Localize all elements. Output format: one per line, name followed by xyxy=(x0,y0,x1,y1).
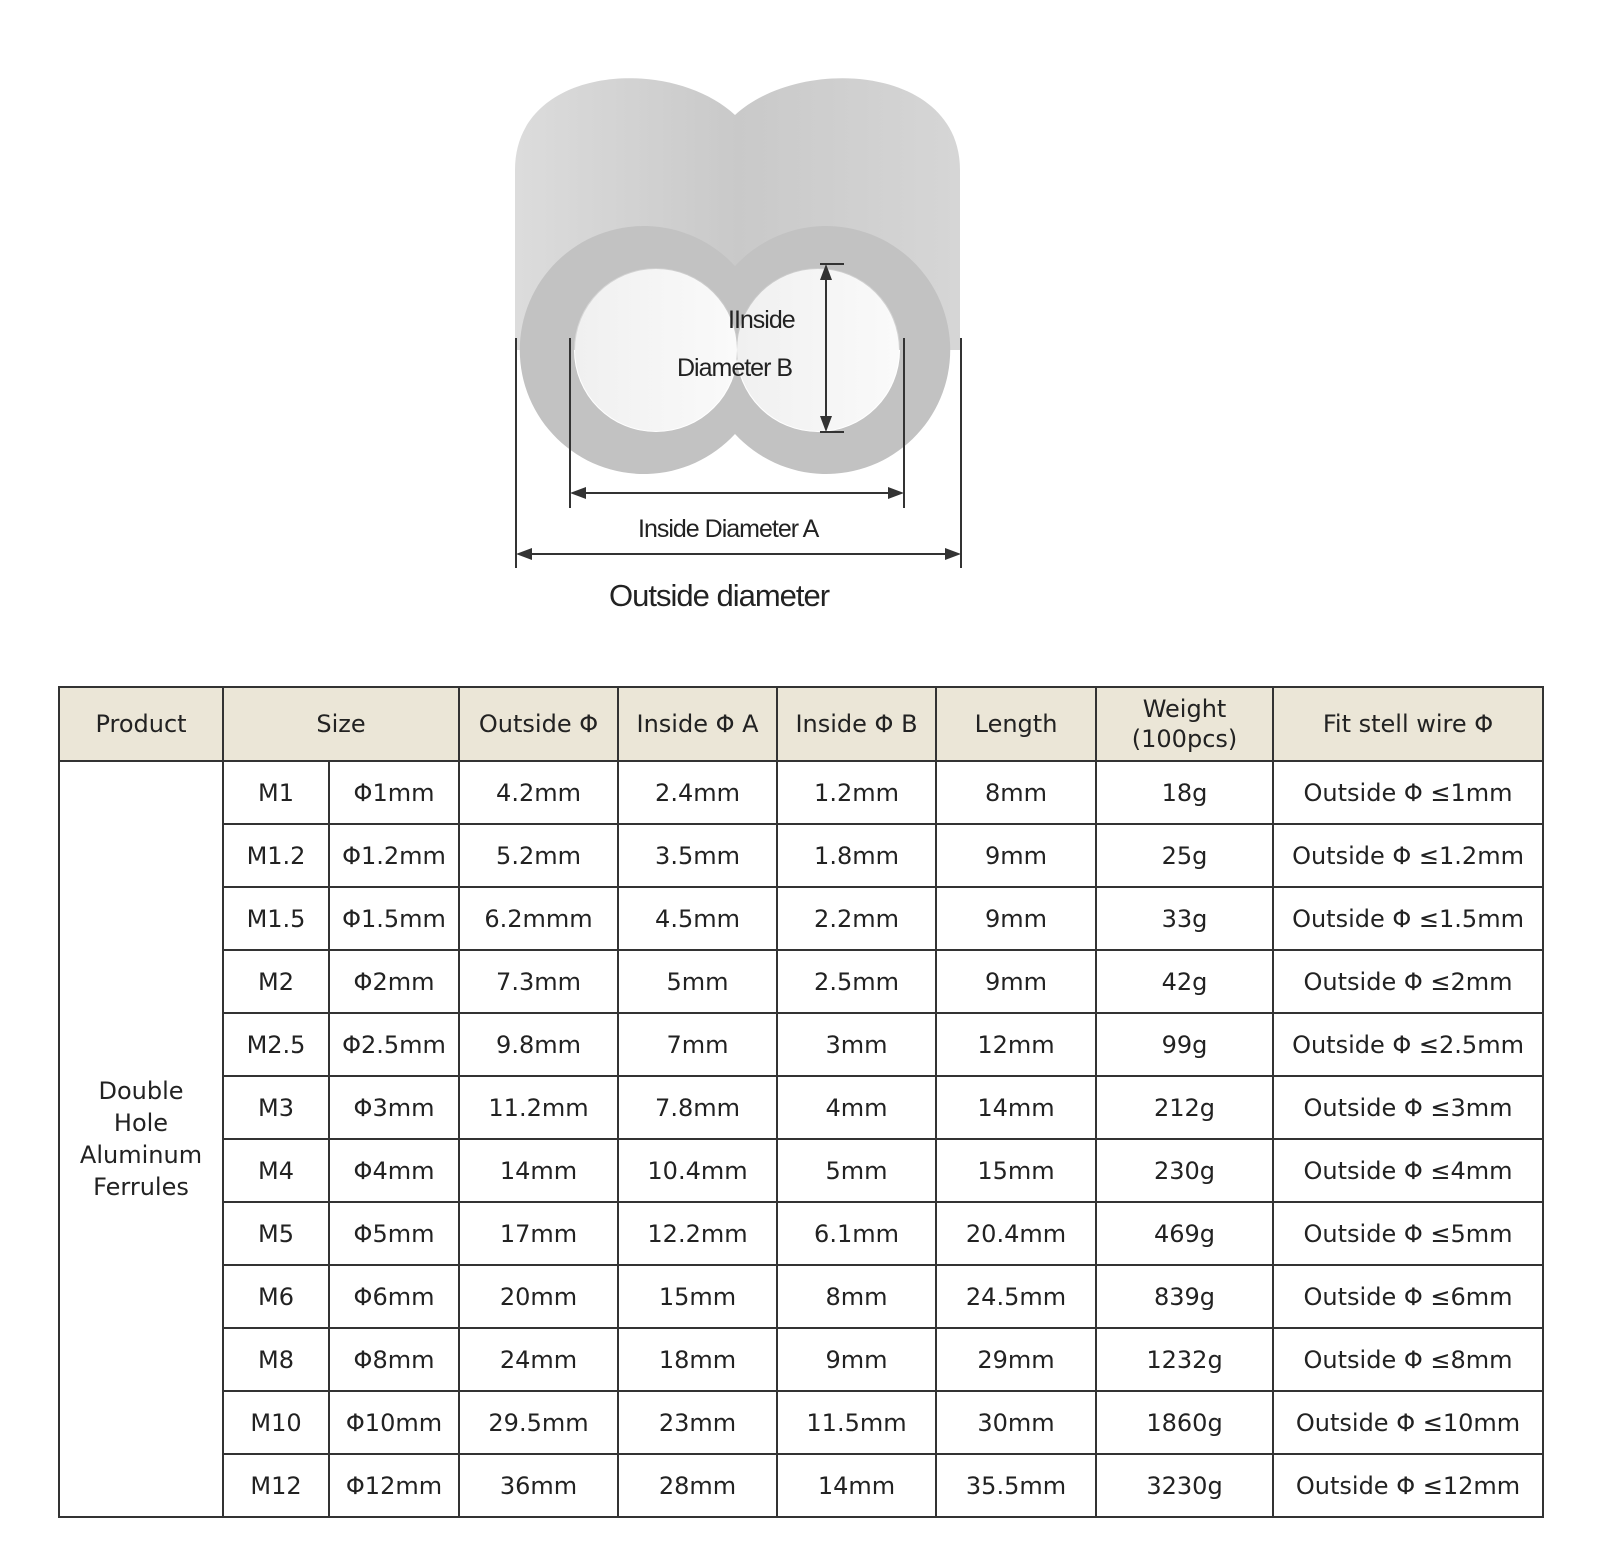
cell-model: M8 xyxy=(223,1328,329,1391)
cell-wire-size: Φ2mm xyxy=(329,950,459,1013)
cell-wire-size: Φ1mm xyxy=(329,761,459,824)
cell-weight: 3230g xyxy=(1096,1454,1273,1517)
cell-weight: 230g xyxy=(1096,1139,1273,1202)
cell-fit: Outside Φ ≤2.5mm xyxy=(1273,1013,1543,1076)
cell-model: M5 xyxy=(223,1202,329,1265)
header-inside-a: Inside Φ A xyxy=(618,687,777,761)
right-hole xyxy=(737,269,899,431)
cell-inside-b: 1.2mm xyxy=(777,761,936,824)
cell-fit: Outside Φ ≤1.5mm xyxy=(1273,887,1543,950)
cell-outside: 29.5mm xyxy=(459,1391,618,1454)
cell-weight: 18g xyxy=(1096,761,1273,824)
table-row xyxy=(59,1265,1543,1328)
product-name-cell xyxy=(59,761,223,1517)
cell-wire-size: Φ10mm xyxy=(329,1391,459,1454)
cell-inside-a: 4.5mm xyxy=(618,887,777,950)
cell-inside-a: 3.5mm xyxy=(618,824,777,887)
cell-wire-size: Φ2.5mm xyxy=(329,1013,459,1076)
inside-b-label-line2: Diameter B xyxy=(677,354,793,382)
header-weight-line1: Weight xyxy=(1142,695,1227,723)
cell-wire-size: Φ12mm xyxy=(329,1454,459,1517)
cell-outside: 14mm xyxy=(459,1139,618,1202)
table-row xyxy=(59,1013,1543,1076)
cell-inside-b: 1.8mm xyxy=(777,824,936,887)
cell-outside: 9.8mm xyxy=(459,1013,618,1076)
cell-weight: 839g xyxy=(1096,1265,1273,1328)
cell-model: M2 xyxy=(223,950,329,1013)
header-weight xyxy=(1096,687,1273,761)
product-name-line: Aluminum xyxy=(79,1141,203,1169)
cell-model: M2.5 xyxy=(223,1013,329,1076)
cell-inside-a: 28mm xyxy=(618,1454,777,1517)
cell-wire-size: Φ5mm xyxy=(329,1202,459,1265)
cell-wire-size: Φ6mm xyxy=(329,1265,459,1328)
cell-inside-a: 12.2mm xyxy=(618,1202,777,1265)
cell-weight: 33g xyxy=(1096,887,1273,950)
cell-outside: 7.3mm xyxy=(459,950,618,1013)
table-row xyxy=(59,887,1543,950)
cell-outside: 11.2mm xyxy=(459,1076,618,1139)
cell-weight: 1232g xyxy=(1096,1328,1273,1391)
outside-diameter-label: Outside diameter xyxy=(609,578,830,613)
ferrule-diagram xyxy=(0,0,1600,640)
cell-inside-b: 11.5mm xyxy=(777,1391,936,1454)
cell-outside: 36mm xyxy=(459,1454,618,1517)
header-outside: Outside Φ xyxy=(459,687,618,761)
cell-inside-a: 7.8mm xyxy=(618,1076,777,1139)
table-row xyxy=(59,761,1543,824)
ferrule-illustration xyxy=(0,0,1600,640)
cell-fit: Outside Φ ≤3mm xyxy=(1273,1076,1543,1139)
cell-weight: 469g xyxy=(1096,1202,1273,1265)
header-size: Size xyxy=(223,687,459,761)
cell-fit: Outside Φ ≤1mm xyxy=(1273,761,1543,824)
cell-model: M1 xyxy=(223,761,329,824)
cell-fit: Outside Φ ≤1.2mm xyxy=(1273,824,1543,887)
table-row xyxy=(59,1139,1543,1202)
cell-length: 15mm xyxy=(936,1139,1096,1202)
cell-length: 9mm xyxy=(936,950,1096,1013)
cell-outside: 17mm xyxy=(459,1202,618,1265)
cell-wire-size: Φ8mm xyxy=(329,1328,459,1391)
cell-inside-b: 2.2mm xyxy=(777,887,936,950)
cell-outside: 20mm xyxy=(459,1265,618,1328)
cell-length: 9mm xyxy=(936,824,1096,887)
spec-table xyxy=(58,686,1544,1518)
cell-inside-a: 18mm xyxy=(618,1328,777,1391)
cell-length: 29mm xyxy=(936,1328,1096,1391)
cell-outside: 6.2mmm xyxy=(459,887,618,950)
cell-inside-b: 8mm xyxy=(777,1265,936,1328)
header-fit: Fit stell wire Φ xyxy=(1273,687,1543,761)
cell-outside: 4.2mm xyxy=(459,761,618,824)
cell-inside-a: 10.4mm xyxy=(618,1139,777,1202)
cell-wire-size: Φ4mm xyxy=(329,1139,459,1202)
cell-inside-a: 2.4mm xyxy=(618,761,777,824)
cell-model: M6 xyxy=(223,1265,329,1328)
cell-weight: 212g xyxy=(1096,1076,1273,1139)
cell-model: M10 xyxy=(223,1391,329,1454)
cell-inside-b: 4mm xyxy=(777,1076,936,1139)
cell-outside: 5.2mm xyxy=(459,824,618,887)
cell-length: 35.5mm xyxy=(936,1454,1096,1517)
product-name-line: Ferrules xyxy=(93,1173,189,1201)
cell-weight: 42g xyxy=(1096,950,1273,1013)
product-name-line: Hole xyxy=(113,1109,169,1137)
cell-weight: 99g xyxy=(1096,1013,1273,1076)
cell-length: 8mm xyxy=(936,761,1096,824)
header-weight-line2: (100pcs) xyxy=(1131,725,1238,753)
cell-fit: Outside Φ ≤4mm xyxy=(1273,1139,1543,1202)
cell-model: M12 xyxy=(223,1454,329,1517)
cell-fit: Outside Φ ≤2mm xyxy=(1273,950,1543,1013)
cell-outside: 24mm xyxy=(459,1328,618,1391)
cell-fit: Outside Φ ≤6mm xyxy=(1273,1265,1543,1328)
cell-model: M1.5 xyxy=(223,887,329,950)
cell-inside-b: 3mm xyxy=(777,1013,936,1076)
product-name-line: Double xyxy=(98,1077,184,1105)
cell-length: 14mm xyxy=(936,1076,1096,1139)
cell-fit: Outside Φ ≤12mm xyxy=(1273,1454,1543,1517)
inside-b-label-line1: IInside xyxy=(728,306,795,334)
cell-length: 9mm xyxy=(936,887,1096,950)
cell-inside-b: 6.1mm xyxy=(777,1202,936,1265)
cell-wire-size: Φ1.5mm xyxy=(329,887,459,950)
cell-inside-b: 9mm xyxy=(777,1328,936,1391)
cell-model: M3 xyxy=(223,1076,329,1139)
header-inside-b: Inside Φ B xyxy=(777,687,936,761)
cell-inside-a: 23mm xyxy=(618,1391,777,1454)
cell-inside-b: 5mm xyxy=(777,1139,936,1202)
left-hole xyxy=(575,269,737,431)
cell-wire-size: Φ3mm xyxy=(329,1076,459,1139)
cell-length: 12mm xyxy=(936,1013,1096,1076)
cell-weight: 1860g xyxy=(1096,1391,1273,1454)
table-row xyxy=(59,824,1543,887)
cell-fit: Outside Φ ≤8mm xyxy=(1273,1328,1543,1391)
table-row xyxy=(59,1391,1543,1454)
cell-inside-a: 5mm xyxy=(618,950,777,1013)
cell-inside-b: 14mm xyxy=(777,1454,936,1517)
table-row xyxy=(59,1202,1543,1265)
cell-wire-size: Φ1.2mm xyxy=(329,824,459,887)
cell-model: M1.2 xyxy=(223,824,329,887)
cell-inside-a: 15mm xyxy=(618,1265,777,1328)
cell-inside-b: 2.5mm xyxy=(777,950,936,1013)
cell-fit: Outside Φ ≤5mm xyxy=(1273,1202,1543,1265)
header-length: Length xyxy=(936,687,1096,761)
cell-weight: 25g xyxy=(1096,824,1273,887)
cell-length: 24.5mm xyxy=(936,1265,1096,1328)
table-row xyxy=(59,1328,1543,1391)
inside-a-label: Inside Diameter A xyxy=(638,515,819,543)
table-row xyxy=(59,1454,1543,1517)
spec-table-body xyxy=(59,761,1543,1517)
cell-inside-a: 7mm xyxy=(618,1013,777,1076)
cell-fit: Outside Φ ≤10mm xyxy=(1273,1391,1543,1454)
header-product: Product xyxy=(59,687,223,761)
table-row xyxy=(59,950,1543,1013)
cell-length: 30mm xyxy=(936,1391,1096,1454)
table-row xyxy=(59,1076,1543,1139)
header-row xyxy=(59,687,1543,761)
cell-length: 20.4mm xyxy=(936,1202,1096,1265)
cell-model: M4 xyxy=(223,1139,329,1202)
